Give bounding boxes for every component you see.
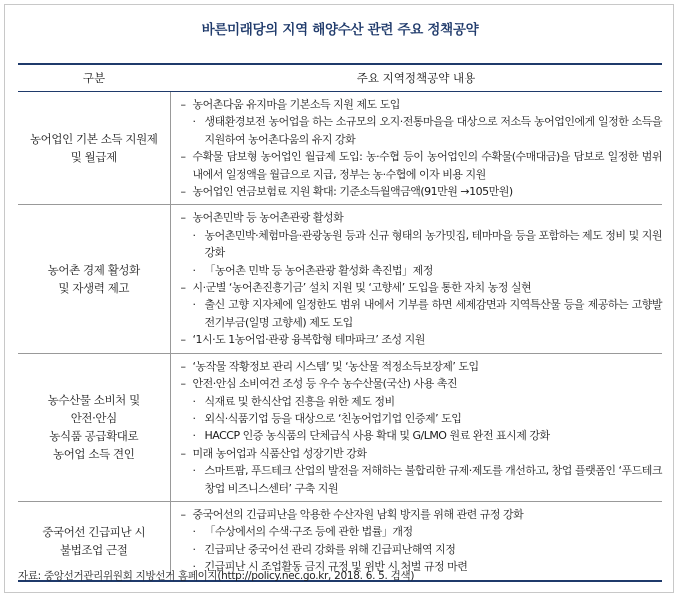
policy-item	[181, 331, 663, 348]
row-items	[170, 353, 662, 501]
item-text: 농어촌민박·체험마을·관광농원 등과 신규 형태의 농가밋집, 테마마을 등을 포함하는 제도 정비 및 지원 강화	[204, 228, 662, 260]
item-text: ‘농작물 작황정보 관리 시스템’ 및 ‘농산물 적정소득보장제’ 도입	[192, 359, 479, 373]
item-marker: –	[180, 507, 186, 521]
policy-subitem	[181, 227, 663, 262]
item-marker: ·	[192, 429, 196, 443]
policy-item	[181, 209, 663, 226]
table-row	[18, 353, 662, 501]
source-note: 자료: 중앙선거관리위원회 지방선거 홈페이지(http://policy.nec.go.kr, 2018. 6. 5. 검색)	[18, 570, 415, 582]
item-text: 안전·안심 소비여건 조성 등 우수 농수산물(국산) 사용 촉진	[192, 377, 457, 391]
item-marker: –	[180, 211, 186, 225]
policy-subitem	[181, 393, 663, 410]
item-text: 긴급피난 중국어선 관리 강화를 위해 긴급피난해역 지정	[204, 542, 456, 556]
policy-subitem	[181, 541, 663, 558]
header-category: 구분	[18, 64, 170, 92]
item-text: 농어촌다움 유지마을 기본소득 지원 제도 도입	[192, 98, 400, 111]
item-marker: –	[180, 150, 186, 164]
policy-item	[181, 375, 663, 392]
item-marker: ·	[192, 542, 196, 556]
item-marker: ·	[192, 411, 196, 425]
item-text: 중국어선의 긴급피난을 악용한 수산자원 남획 방지를 위해 관련 규정 강화	[192, 507, 524, 521]
row-items	[170, 92, 662, 205]
item-marker: –	[180, 377, 186, 391]
item-text: 농어업인 연금보험료 지원 확대: 기준소득월액금액(91만원 →105만원)	[192, 185, 513, 199]
item-marker: ·	[192, 115, 196, 129]
item-marker: –	[180, 98, 186, 111]
item-text: 긴급피난 시 조업활동 금지 규정 및 위반 시 처벌 규정 마련	[204, 560, 468, 574]
document-title: 바른미래당의 지역 해양수산 관련 주요 정책공약	[201, 22, 479, 38]
row-category: 농어촌 경제 활성화 및 자생력 제고	[18, 205, 170, 353]
policy-subitem	[181, 523, 663, 540]
item-marker: –	[180, 281, 186, 295]
policy-subitem	[181, 410, 663, 427]
policy-subitem	[181, 113, 663, 148]
row-category: 중국어선 긴급피난 시 불법조업 근절	[18, 501, 170, 580]
policy-subitem	[181, 296, 663, 331]
item-marker: –	[180, 185, 186, 199]
policy-item	[181, 148, 663, 183]
item-text: 「농어촌 민박 등 농어촌관광 활성화 촉진법」제정	[204, 263, 433, 277]
item-text: HACCP 인증 농식품의 단체급식 사용 확대 및 G/LMO 원료 완전 표시제 강화	[204, 429, 550, 443]
header-content: 주요 지역정책공약 내용	[170, 64, 662, 92]
item-marker: –	[180, 359, 186, 373]
row-category: 농수산물 소비처 및 안전·안심 농식품 공급확대로 농어업 소득 견인	[18, 353, 170, 501]
item-marker: ·	[192, 560, 196, 574]
item-marker: –	[180, 446, 186, 460]
item-text: 「수상에서의 수색·구조 등에 관한 법률」개정	[204, 525, 413, 539]
table-body	[18, 92, 662, 581]
policy-subitem	[181, 427, 663, 444]
policy-item	[181, 358, 663, 375]
table-row	[18, 205, 662, 353]
table-row	[18, 92, 662, 205]
item-marker: ·	[192, 228, 196, 242]
item-text: 스마트팜, 푸드테크 산업의 발전을 저해하는 불합리한 규제·제도를 개선하고, 창업 플랫폼인 ‘푸드테크 창업 비즈니스센터’ 구축 지원	[204, 464, 662, 495]
item-marker: ·	[192, 298, 196, 312]
table-header-row	[18, 64, 662, 92]
policy-item	[181, 445, 663, 462]
policy-table	[18, 63, 662, 582]
item-marker: ·	[192, 394, 196, 408]
row-category: 농어업인 기본 소득 지원제 및 월급제	[18, 92, 170, 205]
item-text: 시·군별 ‘농어촌진흥기금’ 설치 지원 및 ‘고향세’ 도입을 통한 자치 농정 실현	[192, 281, 532, 295]
item-text: 미래 농어업과 식품산업 성장기반 강화	[192, 446, 367, 460]
item-text: 농어촌민박 등 농어촌관광 활성화	[192, 211, 344, 225]
item-text: 생태환경보전 농어업을 하는 소규모의 오지·전통마을을 대상으로 저소득 농어업인에게 일정한 소득을 지원하여 농어촌다움의 유지 강화	[204, 115, 662, 146]
policy-item	[181, 96, 663, 113]
item-text: ‘1시·도 1농어업·관광 융복합형 테마파크’ 조성 지원	[192, 333, 425, 347]
item-marker: –	[180, 333, 186, 347]
item-text: 외식·식품기업 등을 대상으로 ‘친농어업기업 인증제’ 도입	[204, 411, 462, 425]
policy-subitem	[181, 462, 663, 497]
policy-subitem	[181, 262, 663, 279]
item-text: 출신 고향 지자체에 일정한도 범위 내에서 기부를 하면 세제감면과 지역특산물 등을 제공하는 고향발전기부금(일명 고향세) 제도 도입	[204, 298, 662, 329]
policy-item	[181, 183, 663, 200]
policy-item	[181, 279, 663, 296]
item-marker: ·	[192, 263, 196, 277]
policy-item	[181, 506, 663, 523]
row-items	[170, 205, 662, 353]
item-text: 식재료 및 한식산업 진흥을 위한 제도 정비	[204, 394, 395, 408]
item-marker: ·	[192, 464, 196, 478]
item-marker: ·	[192, 525, 196, 539]
item-text: 수확물 담보형 농어업인 월급제 도입: 농·수협 등이 농어업인의 수확물(수매대금)을 담보로 일정한 범위 내에서 일정액을 월급으로 지급, 정부는 농·수협에 이자 비용 지원	[192, 150, 662, 181]
